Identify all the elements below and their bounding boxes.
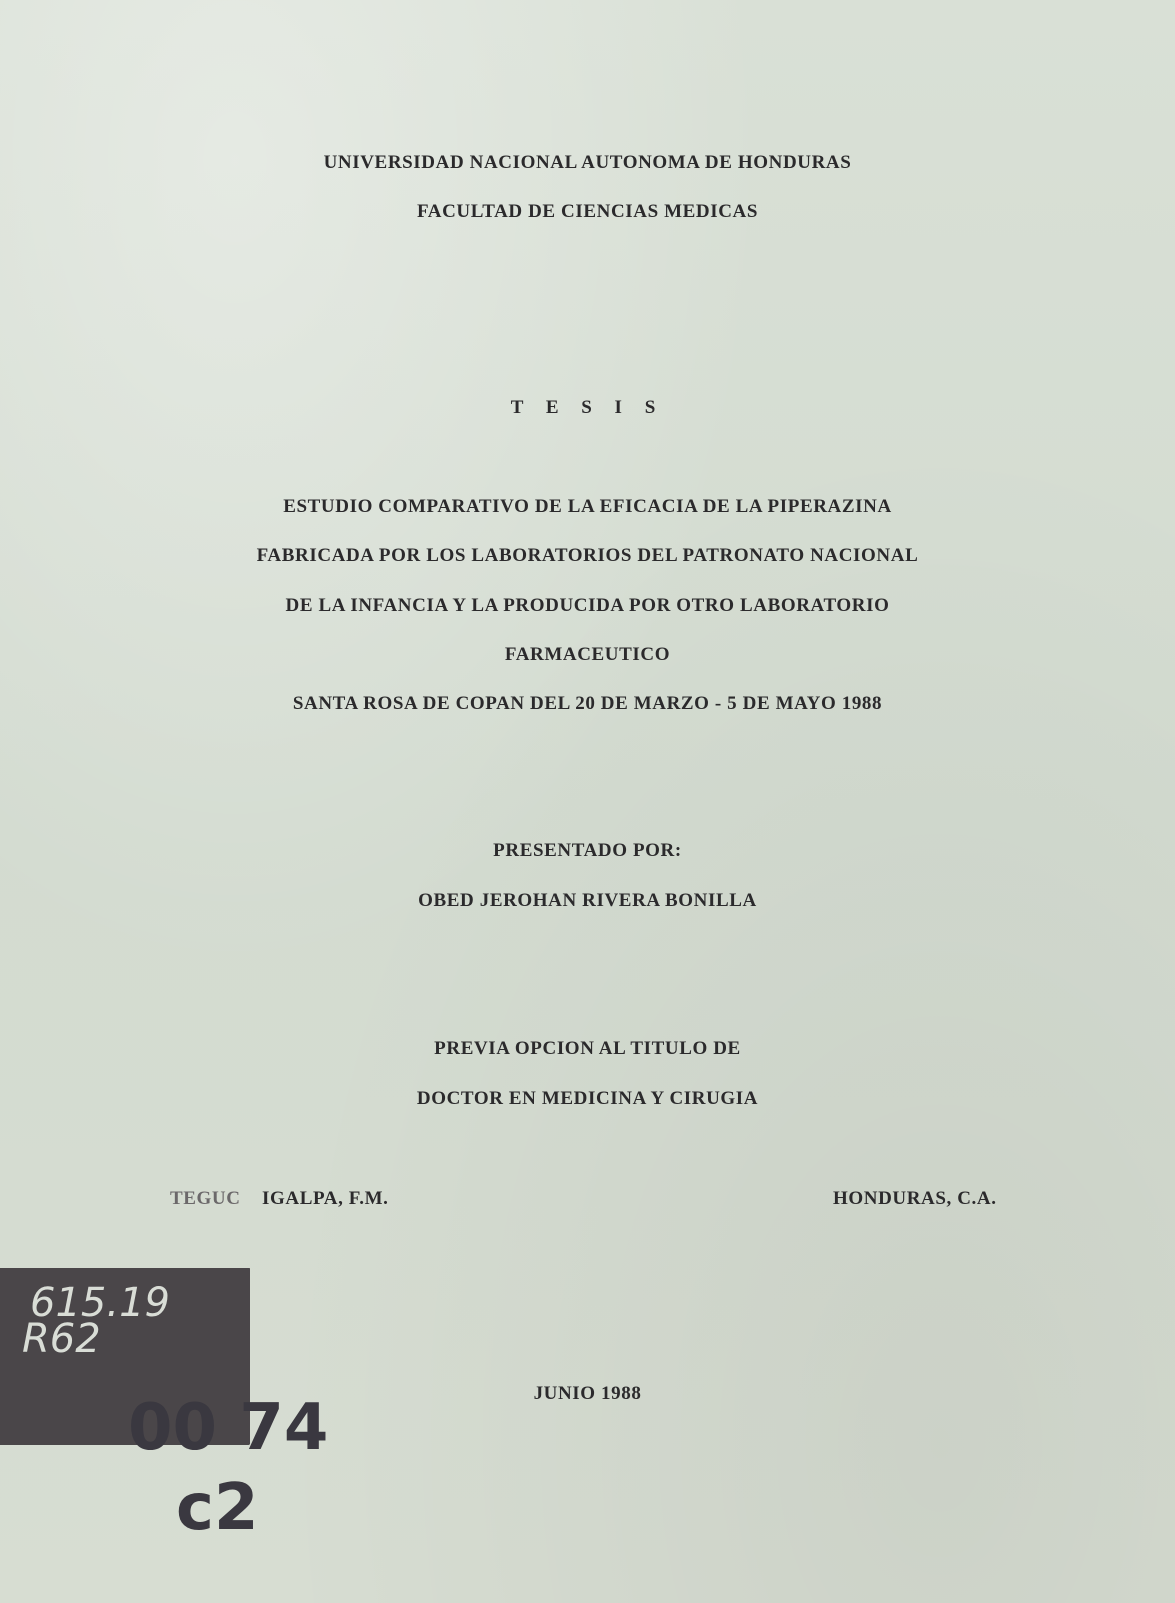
title-line-3: DE LA INFANCIA Y LA PRODUCIDA POR OTRO LABORATORIO <box>285 595 890 616</box>
document-type: T E S I S <box>510 397 665 418</box>
city: IGALPA, F.M. <box>262 1188 389 1209</box>
city-hidden-prefix: TEGUC <box>170 1188 241 1209</box>
date: JUNIO 1988 <box>533 1383 642 1404</box>
presented-by-label: PRESENTADO POR: <box>493 840 682 861</box>
country: HONDURAS, C.A. <box>833 1188 997 1209</box>
call-number-line-2: R62 <box>22 1316 101 1362</box>
degree-line-2: DOCTOR EN MEDICINA Y CIRUGIA <box>416 1088 759 1109</box>
university-name: UNIVERSIDAD NACIONAL AUTONOMA DE HONDURAS <box>323 152 852 173</box>
handwritten-copy-number: c2 <box>176 1471 259 1545</box>
title-line-2: FABRICADA POR LOS LABORATORIOS DEL PATRONATO NACIONAL <box>256 545 919 566</box>
handwritten-accession-number: 00 74 <box>128 1391 329 1465</box>
author-name: OBED JEROHAN RIVERA BONILLA <box>418 890 757 911</box>
degree-line-1: PREVIA OPCION AL TITULO DE <box>434 1038 741 1059</box>
call-number-line-1: 615.19 <box>30 1280 170 1326</box>
place-and-dates: SANTA ROSA DE COPAN DEL 20 DE MARZO - 5 DE MAYO 1988 <box>292 693 883 714</box>
title-line-4: FARMACEUTICO <box>504 644 671 665</box>
faculty-name: FACULTAD DE CIENCIAS MEDICAS <box>416 201 759 222</box>
title-line-1: ESTUDIO COMPARATIVO DE LA EFICACIA DE LA PIPERAZINA <box>283 496 892 517</box>
